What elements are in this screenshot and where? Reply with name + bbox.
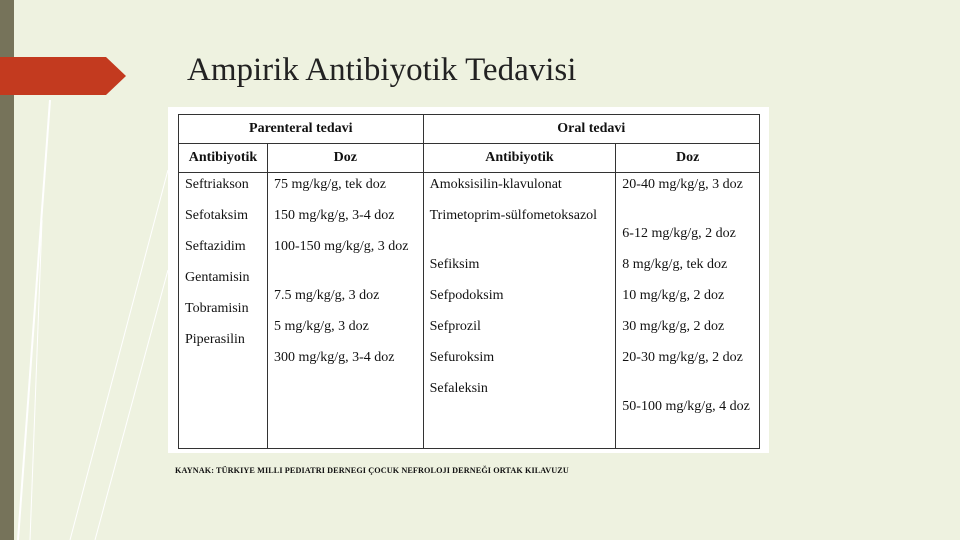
list-item: 30 mg/kg/g, 2 doz <box>622 319 725 334</box>
list-item: Amoksisilin-klavulonat <box>429 177 562 192</box>
list-item: 300 mg/kg/g, 3-4 doz <box>273 350 395 365</box>
list-item: Trimetoprim-sülfometoksazol <box>429 208 598 223</box>
list-item: Sefpodoksim <box>429 288 504 303</box>
list-item: Piperasilin <box>185 332 245 347</box>
slide-title: Ampirik Antibiyotik Tedavisi <box>187 52 577 88</box>
parenteral-antibiotic-cell <box>179 173 268 449</box>
list-item: Sefotaksim <box>185 208 248 223</box>
list-item: Gentamisin <box>185 270 250 285</box>
list-item: 150 mg/kg/g, 3-4 doz <box>273 208 395 223</box>
list-item: Sefprozil <box>429 319 481 334</box>
list-item: 20-30 mg/kg/g, 2 doz <box>622 350 743 365</box>
list-item: 7.5 mg/kg/g, 3 doz <box>273 288 380 303</box>
list-item: Sefiksim <box>429 257 480 272</box>
group-header-row <box>179 115 760 144</box>
antibiotic-table <box>178 114 760 449</box>
parenteral-dose-cell <box>267 173 423 449</box>
column-header: Antibiyotik <box>179 144 268 173</box>
oral-antibiotic-cell <box>423 173 616 449</box>
list-item: 75 mg/kg/g, tek doz <box>273 177 386 192</box>
list-item: 6-12 mg/kg/g, 2 doz <box>622 226 736 241</box>
column-header: Doz <box>616 144 760 173</box>
list-item: Seftriakson <box>185 177 249 192</box>
list-item: 50-100 mg/kg/g, 4 doz <box>622 399 750 414</box>
list-item: Sefaleksin <box>429 381 488 396</box>
list-item: Sefuroksim <box>429 350 495 365</box>
source-note: KAYNAK: TÜRKIYE MILLI PEDIATRI DERNEGI ÇOCUK NEFROLOJI DERNEĞI ORTAK KILAVUZU <box>175 466 569 475</box>
table-row <box>179 173 760 449</box>
accent-arrow <box>0 57 126 95</box>
list-item: Seftazidim <box>185 239 246 254</box>
group-header-oral: Oral tedavi <box>423 115 759 144</box>
list-item: Tobramisin <box>185 301 249 316</box>
group-header-parenteral: Parenteral tedavi <box>179 115 424 144</box>
list-item: 8 mg/kg/g, tek doz <box>622 257 728 272</box>
column-header-row <box>179 144 760 173</box>
list-item: 100-150 mg/kg/g, 3 doz <box>273 239 409 254</box>
list-item: 10 mg/kg/g, 2 doz <box>622 288 725 303</box>
list-item: 20-40 mg/kg/g, 3 doz <box>622 177 743 192</box>
column-header: Doz <box>267 144 423 173</box>
list-item: 5 mg/kg/g, 3 doz <box>273 319 369 334</box>
table-image <box>168 107 769 453</box>
column-header: Antibiyotik <box>423 144 616 173</box>
oral-dose-cell <box>616 173 760 449</box>
